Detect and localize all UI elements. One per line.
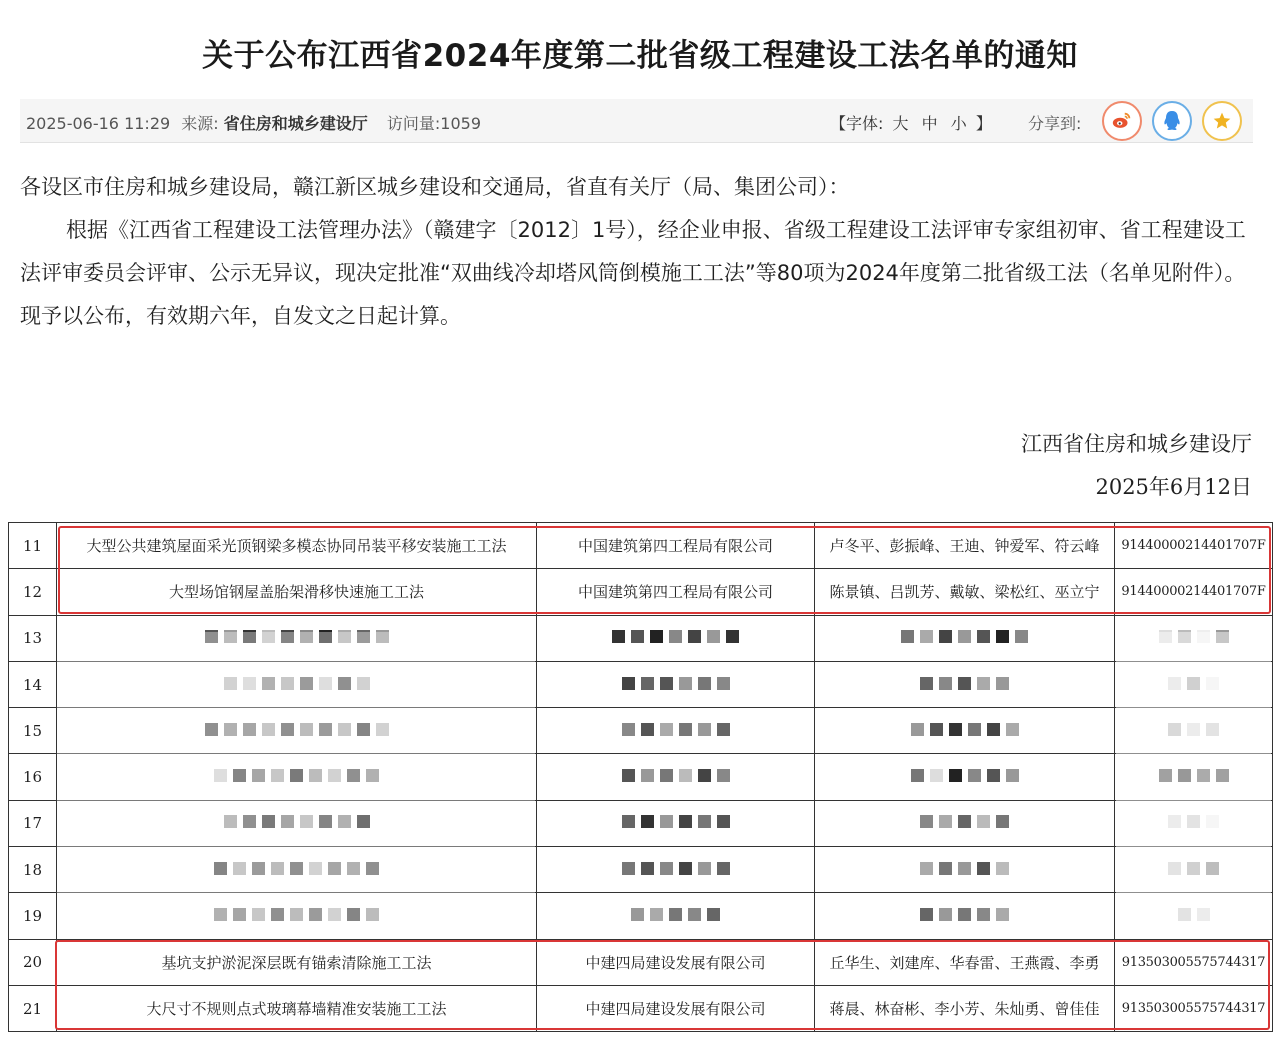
row-number: 21 (9, 985, 57, 1031)
font-small-button[interactable]: 小 (950, 114, 967, 133)
row-number: 17 (9, 800, 57, 846)
company-name: 中国建筑第四工程局有限公司 (537, 523, 815, 569)
company-name: 中建四局建设发展有限公司 (537, 939, 815, 985)
row-number: 19 (9, 893, 57, 939)
credit-code: 91440000214401707F (1115, 523, 1273, 569)
credit-code: 913503005575744317 (1115, 939, 1273, 985)
method-name: 大型场馆钢屋盖胎架滑移快速施工工法 (57, 569, 537, 615)
table-row-redacted (9, 615, 1273, 661)
table-row-redacted (9, 893, 1273, 939)
font-size-selector (830, 111, 992, 134)
company-name: 中建四局建设发展有限公司 (537, 985, 815, 1031)
pixelated-text (1168, 862, 1219, 875)
pixelated-text (1168, 677, 1219, 690)
table-row-redacted (9, 661, 1273, 707)
main-contributors: 蒋晨、林奋彬、李小芳、朱灿勇、曾佳佳 (815, 985, 1115, 1031)
source-name: 省住房和城乡建设厅 (223, 114, 368, 133)
credit-code: 91440000214401707F (1115, 569, 1273, 615)
salutation: 各设区市住房和城乡建设局，赣江新区城乡建设和交通局，省直有关厅（局、集团公司）： (20, 175, 850, 199)
qq-icon (1162, 110, 1182, 132)
issuing-organization: 江西省住房和城乡建设厅 (1021, 432, 1252, 456)
share-favorite-button[interactable] (1202, 101, 1242, 141)
pixelated-text (622, 769, 730, 782)
pixelated-text (224, 677, 370, 690)
source-label: 来源: (181, 114, 219, 133)
credit-code: 913503005575744317 (1115, 985, 1273, 1031)
row-number: 15 (9, 708, 57, 754)
pixelated-text (224, 815, 370, 828)
pixelated-text (622, 723, 730, 736)
row-number: 18 (9, 847, 57, 893)
table-row (9, 985, 1273, 1031)
pixelated-text (214, 908, 379, 921)
share-weibo-button[interactable] (1102, 101, 1142, 141)
font-large-button[interactable]: 大 (892, 114, 909, 133)
pixelated-text (1159, 630, 1229, 643)
pixelated-text (920, 815, 1009, 828)
pixelated-text (214, 862, 379, 875)
weibo-icon (1111, 110, 1133, 132)
main-contributors: 陈景镇、吕凯芳、戴敏、梁松红、巫立宁 (815, 569, 1115, 615)
meta-info (26, 111, 481, 134)
pixelated-text (214, 769, 379, 782)
row-number: 14 (9, 661, 57, 707)
main-contributors: 卢冬平、彭振峰、王迪、钟爱军、符云峰 (815, 523, 1115, 569)
table-row (9, 569, 1273, 615)
pixelated-text (911, 723, 1019, 736)
row-number: 11 (9, 523, 57, 569)
construction-method-table (8, 522, 1273, 1032)
table-row (9, 523, 1273, 569)
publish-datetime: 2025-06-16 11:29 (26, 114, 171, 133)
pixelated-text (622, 677, 730, 690)
pixelated-text (920, 862, 1009, 875)
font-size-label: 【字体: (830, 114, 884, 133)
row-number: 20 (9, 939, 57, 985)
share-label: 分享到: (1028, 114, 1082, 133)
table-row-redacted (9, 847, 1273, 893)
pixelated-text (205, 630, 389, 643)
method-name: 大型公共建筑屋面采光顶钢梁多模态协同吊装平移安装施工工法 (57, 523, 537, 569)
table-row-redacted (9, 708, 1273, 754)
font-medium-button[interactable]: 中 (921, 114, 938, 133)
row-number: 16 (9, 754, 57, 800)
table-row (9, 939, 1273, 985)
star-icon (1212, 111, 1232, 131)
issue-date: 2025年6月12日 (1095, 475, 1252, 499)
pixelated-text (622, 862, 730, 875)
pixelated-text (1168, 723, 1219, 736)
pixelated-text (631, 908, 720, 921)
font-size-close: 】 (975, 114, 992, 133)
pixelated-text (911, 769, 1019, 782)
method-name: 基坑支护淤泥深层既有锚索清除施工工法 (57, 939, 537, 985)
company-name: 中国建筑第四工程局有限公司 (537, 569, 815, 615)
share-qq-button[interactable] (1152, 101, 1192, 141)
article-meta-bar (20, 99, 1253, 143)
main-contributors: 丘华生、刘建库、华春雷、王燕霞、李勇 (815, 939, 1115, 985)
article-body (20, 166, 1260, 338)
pixelated-text (622, 815, 730, 828)
views-count: 1059 (440, 114, 482, 133)
pixelated-text (901, 630, 1028, 643)
main-paragraph: 根据《江西省工程建设工法管理办法》（赣建字〔2012〕1号），经企业申报、省级工程建设工法评审专家组初审、省工程建设工法评审委员会评审、公示无异议，现决定批准“双曲线冷却塔风筒倒模施工工法”等80项为2024年度第二批省级工法（名单见附件）。现予以公布，有效期六年，自发文之日起计算。 (20, 218, 1246, 328)
views-label: 访问量: (386, 114, 441, 133)
article-title: 关于公布江西省2024年度第二批省级工程建设工法名单的通知 (202, 38, 1078, 74)
table-row-redacted (9, 754, 1273, 800)
pixelated-text (920, 908, 1009, 921)
table-row-redacted (9, 800, 1273, 846)
row-number: 12 (9, 569, 57, 615)
pixelated-text (1159, 769, 1229, 782)
pixelated-text (1168, 815, 1219, 828)
pixelated-text (205, 723, 389, 736)
row-number: 13 (9, 615, 57, 661)
pixelated-text (920, 677, 1009, 690)
pixelated-text (612, 630, 739, 643)
method-name: 大尺寸不规则点式玻璃幕墙精准安装施工工法 (57, 985, 537, 1031)
pixelated-text (1178, 908, 1210, 921)
